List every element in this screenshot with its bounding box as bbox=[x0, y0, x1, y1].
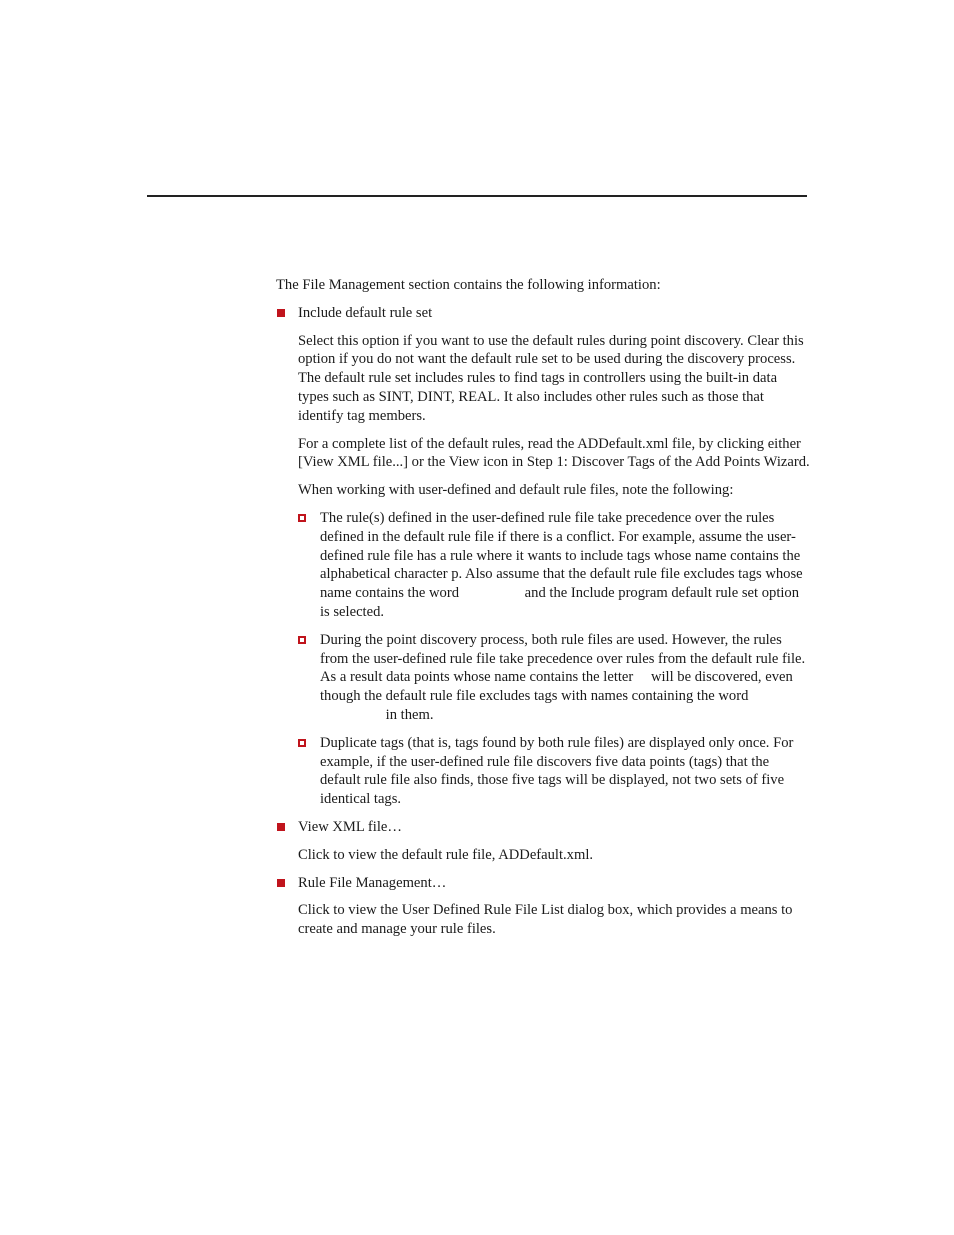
sub-bullet-text: and the Include program default rule set option is selected. bbox=[320, 585, 800, 620]
bullet-view-xml-file bbox=[276, 818, 810, 837]
body-paragraph: Click to view the User Defined Rule File List dialog box, which provides a means to create and manage your rule files. bbox=[298, 902, 793, 938]
bullet-title: Include default rule set bbox=[298, 304, 433, 321]
body-paragraph: For a complete list of the default rules, read the ADDefault.xml file, by clicking either [View XML file...] or the View icon in Step 1: Discover Tags of the Add Points Wizard. bbox=[298, 435, 810, 471]
sub-bullet-text: will be discovered, even though the default rule file excludes tags with names containing the word bbox=[320, 669, 793, 705]
red-hollow-square-bullet-icon bbox=[298, 739, 306, 747]
red-square-bullet-icon bbox=[277, 879, 285, 887]
bullet-rule-file-management bbox=[276, 874, 810, 893]
sub-bullet-text: During the point discovery process, both rule files are used. However, the rules from the user-defined rule file take precedence over rules from the default rule file. As a result data points whose name contains the letter bbox=[320, 631, 806, 686]
body-paragraph: Click to view the default rule file, ADDefault.xml. bbox=[298, 846, 594, 863]
body-paragraph: When working with user-defined and default rule files, note the following: bbox=[298, 482, 734, 499]
sub-bullet-text: Duplicate tags (that is, tags found by both rule files) are displayed only once. For example, if the user-defined rule file discovers five data points (tags) that the default rule file also finds, those five tags will be displayed, not two sets of five identical tags. bbox=[320, 734, 794, 808]
red-square-bullet-icon bbox=[277, 309, 285, 317]
file-management-section bbox=[276, 276, 810, 948]
red-hollow-square-bullet-icon bbox=[298, 514, 306, 522]
sub-bullet-text: The rule(s) defined in the user-defined rule file take precedence over the rules defined in the default rule file if there is a conflict. For example, assume the user-defined rule file has a rule where it wants to include tags whose name contains the alphabetical character p. Also assume that the default rule file excludes tags whose name contains the word bbox=[320, 509, 803, 602]
sub-bullet-text: in them. bbox=[385, 706, 434, 723]
bullet-title: Rule File Management… bbox=[298, 874, 447, 891]
red-square-bullet-icon bbox=[277, 823, 285, 831]
bullet-title: View XML file… bbox=[298, 818, 402, 835]
sub-bullet-discovery-process bbox=[276, 631, 810, 725]
sub-bullet-precedence bbox=[276, 509, 810, 622]
header-rule bbox=[147, 195, 807, 197]
red-hollow-square-bullet-icon bbox=[298, 636, 306, 644]
bullet-include-default-rule-set bbox=[276, 304, 810, 323]
intro-paragraph: The File Management section contains the following information: bbox=[276, 277, 661, 293]
sub-bullet-duplicate-tags bbox=[276, 734, 810, 809]
body-paragraph: Select this option if you want to use the default rules during point discovery. Clear this option if you do not want the default rule set to be used during the discovery process. The default rule set includes rules to find tags in controllers using the built-in data types such as SINT, DINT, REAL. It also includes other rules such as those that identify tag members. bbox=[298, 332, 804, 424]
